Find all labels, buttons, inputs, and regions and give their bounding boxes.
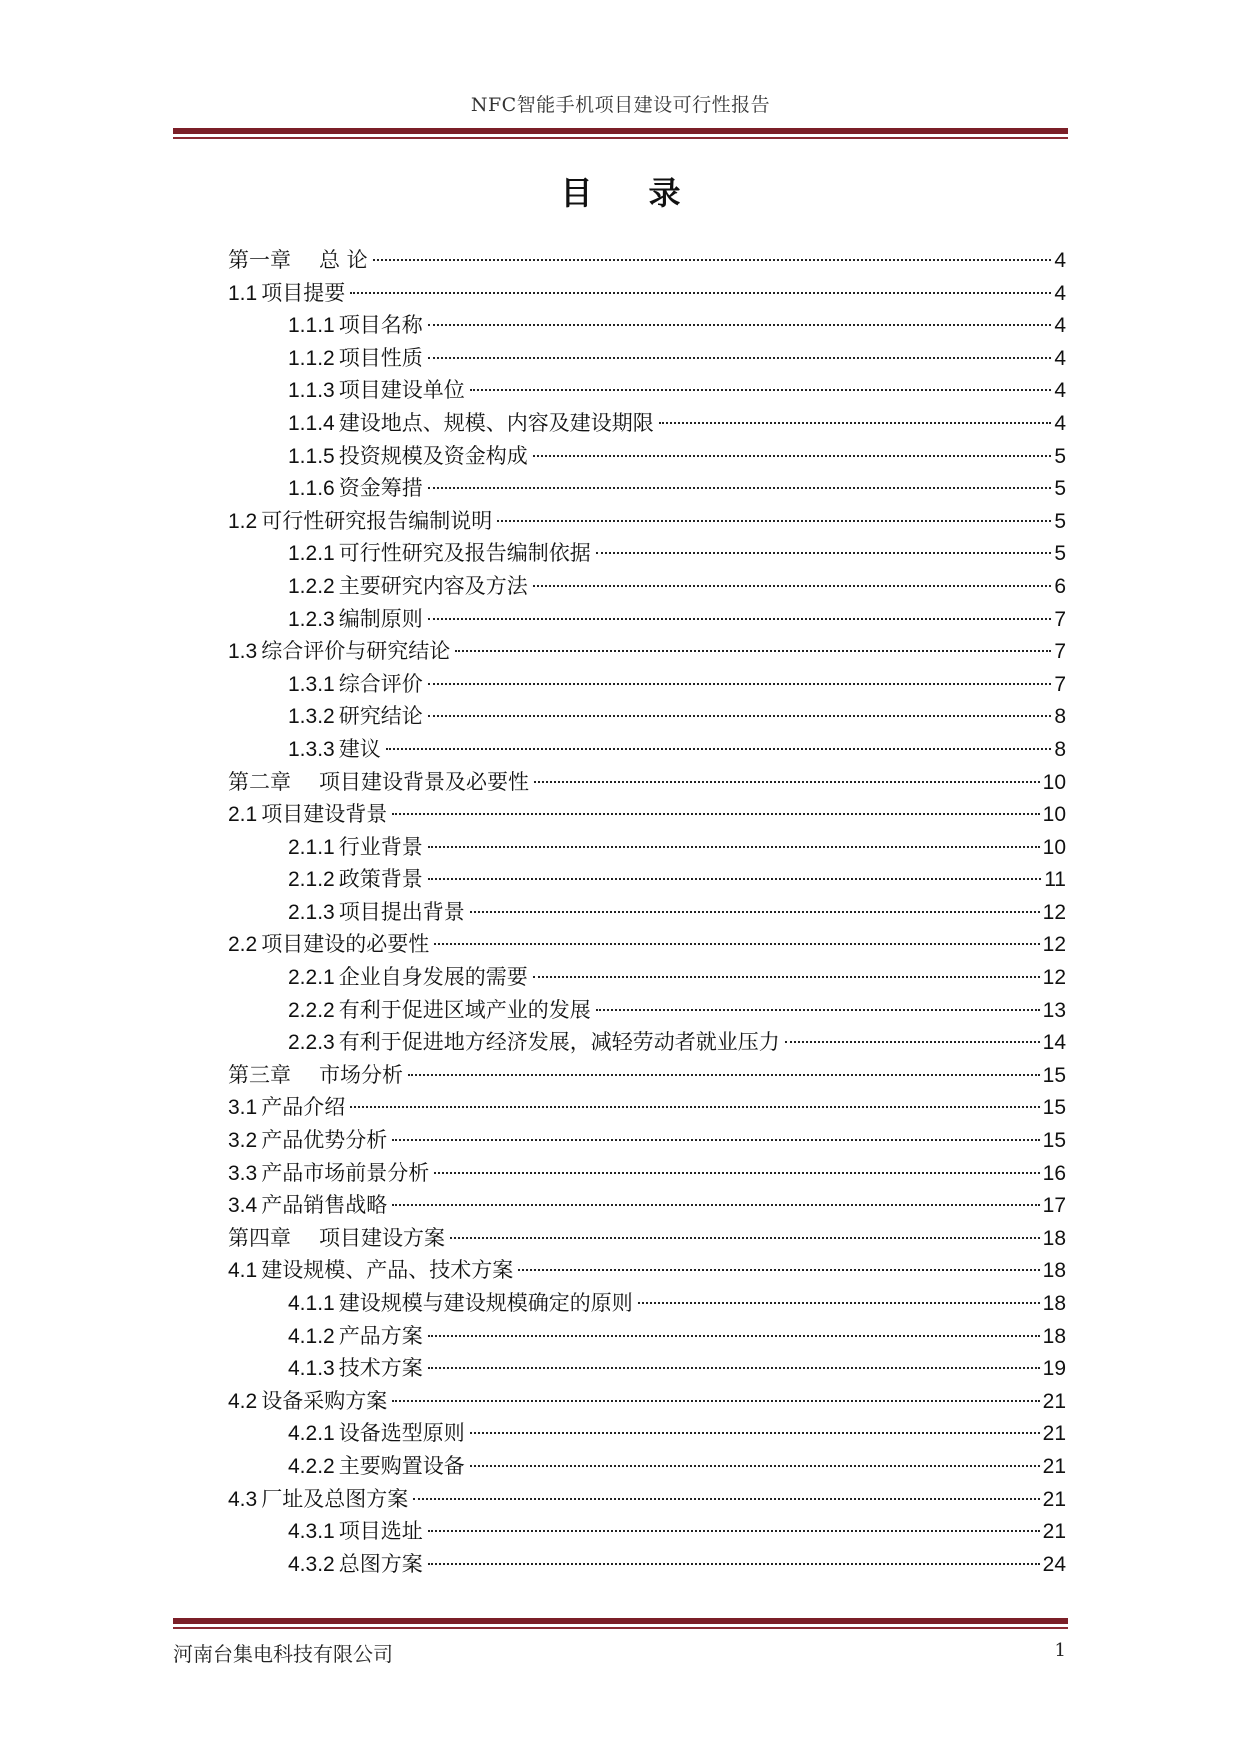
- toc-dot-leader: [533, 455, 1051, 457]
- toc-dot-leader: [534, 781, 1040, 783]
- toc-dot-leader: [533, 585, 1051, 587]
- toc-entry-number: 2.1.3: [288, 900, 335, 924]
- toc-entry-label: 项目提要: [261, 280, 346, 305]
- toc-entry-page: 15: [1042, 1096, 1066, 1120]
- toc-entry-page: 16: [1042, 1161, 1066, 1185]
- toc-dot-leader: [350, 292, 1051, 294]
- toc-entry[interactable]: [228, 831, 1066, 864]
- toc-dot-leader: [434, 943, 1039, 945]
- toc-entry[interactable]: [228, 537, 1066, 570]
- toc-entry-number: 3.1: [228, 1096, 258, 1120]
- footer-rule-thick: [173, 1618, 1068, 1624]
- table-of-contents: [228, 244, 1066, 1580]
- toc-entry-page: 5: [1054, 542, 1066, 566]
- toc-entry-label: 建设规模与建设规模确定的原则: [338, 1291, 633, 1315]
- toc-entry-number: 4.2: [228, 1389, 258, 1413]
- toc-dot-leader: [428, 846, 1040, 848]
- toc-entry-label: 投资规模及资金构成: [338, 443, 528, 468]
- toc-entry-label: 产品优势分析: [261, 1128, 388, 1153]
- toc-dot-leader: [450, 1237, 1040, 1239]
- toc-entry-number: 1.2: [228, 509, 258, 533]
- toc-entry[interactable]: [228, 1189, 1066, 1222]
- toc-entry[interactable]: [228, 440, 1066, 473]
- toc-entry-label: 项目建设单位: [338, 378, 465, 403]
- toc-entry-page: 10: [1042, 835, 1066, 859]
- toc-entry[interactable]: [228, 570, 1066, 603]
- toc-entry-number: 1.1.1: [288, 314, 335, 338]
- toc-entry-label: 综合评价: [338, 671, 423, 696]
- toc-entry-label: 有利于促进区域产业的发展: [338, 997, 591, 1022]
- toc-dot-leader: [428, 1563, 1040, 1565]
- toc-entry[interactable]: [228, 472, 1066, 505]
- toc-entry-page: 15: [1042, 1063, 1066, 1087]
- toc-entry-number: 2.1.1: [288, 835, 335, 859]
- toc-entry-page: 21: [1042, 1389, 1066, 1413]
- toc-entry-label: 资金筹措: [338, 476, 423, 501]
- toc-entry-label: 综合评价与研究结论: [261, 639, 451, 664]
- toc-entry-label: 项目性质: [338, 345, 423, 370]
- toc-entry-page: 5: [1054, 477, 1066, 501]
- toc-entry-number: 3.2: [228, 1129, 258, 1153]
- toc-entry-label: 总图方案: [338, 1551, 423, 1576]
- toc-entry-page: 7: [1054, 640, 1066, 664]
- toc-entry-label: 厂址及总图方案: [261, 1486, 409, 1511]
- toc-entry[interactable]: [228, 505, 1066, 538]
- toc-entry-page: 12: [1042, 933, 1066, 957]
- toc-dot-leader: [392, 1400, 1039, 1402]
- toc-entry[interactable]: [228, 668, 1066, 701]
- toc-entry-page: 4: [1054, 379, 1066, 403]
- toc-entry-number: 2.2.1: [288, 966, 335, 990]
- toc-entry-label: 研究结论: [338, 704, 423, 729]
- toc-entry-label: 产品介绍: [261, 1095, 346, 1120]
- toc-entry-number: 1.2.2: [288, 574, 335, 598]
- footer-rule-thin: [173, 1627, 1068, 1629]
- toc-entry-number: 1.3: [228, 640, 258, 664]
- toc-entry-label: 可行性研究报告编制说明: [261, 508, 493, 533]
- toc-entry-page: 12: [1042, 900, 1066, 924]
- toc-entry[interactable]: [228, 277, 1066, 310]
- toc-entry-label: 主要购置设备: [338, 1453, 465, 1478]
- toc-entry-label: 有利于促进地方经济发展，减轻劳动者就业压力: [338, 1030, 780, 1055]
- toc-entry-label: 产品方案: [338, 1323, 423, 1348]
- toc-entry-page: 21: [1042, 1422, 1066, 1446]
- toc-entry-label: 项目建设的必要性: [261, 932, 430, 957]
- toc-entry[interactable]: [228, 1059, 1066, 1092]
- toc-entry-number: 1.1: [228, 281, 258, 305]
- toc-entry-page: 21: [1042, 1487, 1066, 1511]
- toc-entry-label: 项目名称: [338, 313, 423, 338]
- toc-dot-leader: [350, 1106, 1039, 1108]
- toc-entry-number: 2.1: [228, 803, 258, 827]
- toc-entry-page: 18: [1042, 1324, 1066, 1348]
- toc-dot-leader: [785, 1041, 1040, 1043]
- toc-entry[interactable]: [228, 994, 1066, 1027]
- toc-dot-leader: [428, 487, 1051, 489]
- toc-entry-page: 21: [1042, 1454, 1066, 1478]
- toc-entry-page: 10: [1042, 770, 1066, 794]
- toc-entry-page: 7: [1054, 672, 1066, 696]
- running-header: NFC智能手机项目建设可行性报告: [470, 94, 771, 116]
- toc-entry[interactable]: [228, 374, 1066, 407]
- toc-entry-number: 1.3.2: [288, 705, 335, 729]
- toc-dot-leader: [392, 1204, 1039, 1206]
- toc-dot-leader: [392, 813, 1039, 815]
- toc-dot-leader: [428, 1367, 1040, 1369]
- toc-entry[interactable]: [228, 766, 1066, 799]
- toc-entry-label: 可行性研究及报告编制依据: [338, 541, 591, 566]
- toc-entry[interactable]: [228, 863, 1066, 896]
- toc-entry-number: 第一章: [228, 248, 291, 272]
- toc-dot-leader: [470, 1432, 1040, 1434]
- toc-entry[interactable]: [228, 1548, 1066, 1581]
- toc-entry-number: 4.1.3: [288, 1357, 335, 1381]
- toc-entry-number: 1.1.4: [288, 411, 335, 435]
- toc-entry-page: 14: [1042, 1031, 1066, 1055]
- toc-entry-page: 4: [1054, 281, 1066, 305]
- toc-dot-leader: [470, 1465, 1040, 1467]
- toc-entry[interactable]: [228, 1026, 1066, 1059]
- toc-entry[interactable]: [228, 244, 1066, 277]
- toc-entry-page: 4: [1054, 346, 1066, 370]
- toc-entry-number: 2.2.2: [288, 998, 335, 1022]
- toc-entry[interactable]: [228, 1385, 1066, 1418]
- toc-dot-leader: [428, 715, 1051, 717]
- toc-dot-leader: [386, 748, 1051, 750]
- toc-entry-label: 项目建设方案: [319, 1225, 445, 1250]
- toc-entry-page: 4: [1054, 411, 1066, 435]
- toc-entry-label: 建议: [338, 736, 381, 761]
- toc-dot-leader: [596, 552, 1051, 554]
- toc-dot-leader: [373, 259, 1051, 261]
- toc-entry[interactable]: [228, 798, 1066, 831]
- toc-dot-leader: [455, 650, 1051, 652]
- toc-entry[interactable]: [228, 342, 1066, 375]
- toc-entry-number: 2.2: [228, 933, 258, 957]
- toc-entry-page: 7: [1054, 607, 1066, 631]
- toc-entry-page: 11: [1044, 868, 1066, 892]
- toc-dot-leader: [470, 911, 1040, 913]
- toc-entry-label: 主要研究内容及方法: [338, 573, 528, 598]
- toc-entry[interactable]: [228, 1254, 1066, 1287]
- toc-entry[interactable]: [228, 700, 1066, 733]
- toc-entry-number: 2.2.3: [288, 1031, 335, 1055]
- page-number: 1: [1054, 1640, 1066, 1661]
- toc-entry-page: 5: [1054, 444, 1066, 468]
- toc-dot-leader: [533, 976, 1040, 978]
- toc-entry[interactable]: [228, 1483, 1066, 1516]
- toc-entry[interactable]: [228, 928, 1066, 961]
- header-rule-thick: [173, 128, 1068, 134]
- toc-dot-leader: [428, 618, 1051, 620]
- toc-entry-page: 8: [1054, 705, 1066, 729]
- toc-dot-leader: [428, 878, 1041, 880]
- toc-entry-page: 18: [1042, 1292, 1066, 1315]
- toc-entry-label: 技术方案: [338, 1356, 423, 1381]
- toc-entry-label: 市场分析: [319, 1062, 403, 1087]
- toc-dot-leader: [428, 683, 1051, 685]
- toc-dot-leader: [392, 1139, 1039, 1141]
- toc-entry-label: 项目选址: [338, 1519, 423, 1544]
- toc-dot-leader: [638, 1302, 1040, 1304]
- toc-entry-number: 1.3.3: [288, 737, 335, 761]
- footer-company: 河南台集电科技有限公司: [173, 1642, 393, 1666]
- toc-entry-number: 第二章: [228, 769, 291, 794]
- toc-dot-leader: [413, 1498, 1039, 1500]
- toc-entry-label: 建设规模、产品、技术方案: [261, 1258, 514, 1283]
- toc-dot-leader: [596, 1009, 1040, 1011]
- toc-dot-leader: [518, 1269, 1039, 1271]
- toc-entry-number: 1.1.6: [288, 477, 335, 501]
- toc-entry[interactable]: [228, 309, 1066, 342]
- toc-dot-leader: [470, 389, 1051, 391]
- toc-entry-label: 项目建设背景: [261, 802, 388, 827]
- toc-entry[interactable]: [228, 1287, 1066, 1320]
- toc-entry-page: 6: [1054, 574, 1066, 598]
- toc-entry-label: 项目建设背景及必要性: [319, 769, 529, 794]
- toc-entry-number: 4.3.1: [288, 1520, 335, 1544]
- toc-entry-page: 17: [1042, 1194, 1066, 1218]
- toc-dot-leader: [428, 1530, 1040, 1532]
- toc-entry-page: 13: [1042, 998, 1066, 1022]
- toc-entry-number: 2.1.2: [288, 868, 335, 892]
- toc-entry-label: 项目提出背景: [338, 899, 465, 924]
- toc-dot-leader: [659, 422, 1051, 424]
- toc-dot-leader: [428, 1335, 1040, 1337]
- toc-title: 目录: [560, 174, 737, 212]
- toc-entry-page: 21: [1042, 1520, 1066, 1544]
- toc-entry-label: 设备采购方案: [261, 1388, 388, 1413]
- toc-entry-number: 1.1.2: [288, 346, 335, 370]
- toc-entry[interactable]: [228, 1124, 1066, 1157]
- toc-entry[interactable]: [228, 1515, 1066, 1548]
- toc-entry[interactable]: [228, 1222, 1066, 1255]
- toc-entry-page: 19: [1042, 1357, 1066, 1381]
- toc-entry[interactable]: [228, 1450, 1066, 1483]
- toc-entry-page: 18: [1042, 1226, 1066, 1250]
- toc-entry-number: 4.2.2: [288, 1454, 335, 1478]
- toc-entry[interactable]: [228, 407, 1066, 440]
- toc-entry-number: 4.3: [228, 1487, 258, 1511]
- toc-dot-leader: [428, 357, 1051, 359]
- toc-entry-label: 编制原则: [338, 606, 423, 631]
- toc-entry-number: 1.1.5: [288, 444, 335, 468]
- toc-entry-page: 18: [1042, 1259, 1066, 1283]
- toc-entry[interactable]: [228, 603, 1066, 636]
- toc-entry-label: 产品市场前景分析: [261, 1160, 430, 1185]
- toc-entry-number: 4.1.1: [288, 1292, 335, 1315]
- toc-entry-number: 1.2.3: [288, 607, 335, 631]
- toc-entry-number: 3.3: [228, 1161, 258, 1185]
- toc-entry-number: 4.1.2: [288, 1324, 335, 1348]
- toc-entry-number: 1.2.1: [288, 542, 335, 566]
- toc-entry-label: 产品销售战略: [261, 1193, 388, 1218]
- toc-entry[interactable]: [228, 1157, 1066, 1190]
- toc-entry-number: 第四章: [228, 1225, 291, 1250]
- toc-entry-number: 第三章: [228, 1062, 291, 1087]
- toc-entry[interactable]: [228, 1320, 1066, 1353]
- toc-dot-leader: [434, 1172, 1039, 1174]
- toc-entry-number: 1.1.3: [288, 379, 335, 403]
- toc-dot-leader: [408, 1074, 1040, 1076]
- header-rule-thin: [173, 137, 1068, 139]
- toc-entry[interactable]: [228, 1091, 1066, 1124]
- toc-entry-label: 设备选型原则: [338, 1421, 465, 1446]
- toc-entry-number: 4.2.1: [288, 1422, 335, 1446]
- toc-entry-label: 总 论: [319, 248, 368, 272]
- toc-entry-number: 3.4: [228, 1194, 258, 1218]
- toc-entry[interactable]: [228, 896, 1066, 929]
- toc-entry-page: 4: [1054, 314, 1066, 338]
- toc-entry-number: 4.3.2: [288, 1552, 335, 1576]
- toc-entry-page: 5: [1054, 509, 1066, 533]
- toc-entry[interactable]: [228, 635, 1066, 668]
- toc-entry-page: 24: [1042, 1552, 1066, 1576]
- toc-entry-page: 4: [1054, 249, 1066, 272]
- toc-entry-label: 企业自身发展的需要: [338, 965, 528, 990]
- toc-entry-number: 1.3.1: [288, 672, 335, 696]
- toc-dot-leader: [428, 324, 1051, 326]
- toc-entry-label: 行业背景: [338, 834, 423, 859]
- toc-entry-number: 4.1: [228, 1259, 258, 1283]
- toc-entry-label: 政策背景: [338, 867, 423, 892]
- toc-entry[interactable]: [228, 961, 1066, 994]
- toc-entry-page: 8: [1054, 737, 1066, 761]
- toc-entry[interactable]: [228, 1417, 1066, 1450]
- toc-entry-page: 15: [1042, 1129, 1066, 1153]
- toc-entry-label: 建设地点、规模、内容及建设期限: [338, 410, 654, 435]
- toc-entry-page: 12: [1042, 966, 1066, 990]
- toc-dot-leader: [497, 520, 1051, 522]
- toc-entry-page: 10: [1042, 803, 1066, 827]
- toc-entry[interactable]: [228, 1352, 1066, 1385]
- toc-entry[interactable]: [228, 733, 1066, 766]
